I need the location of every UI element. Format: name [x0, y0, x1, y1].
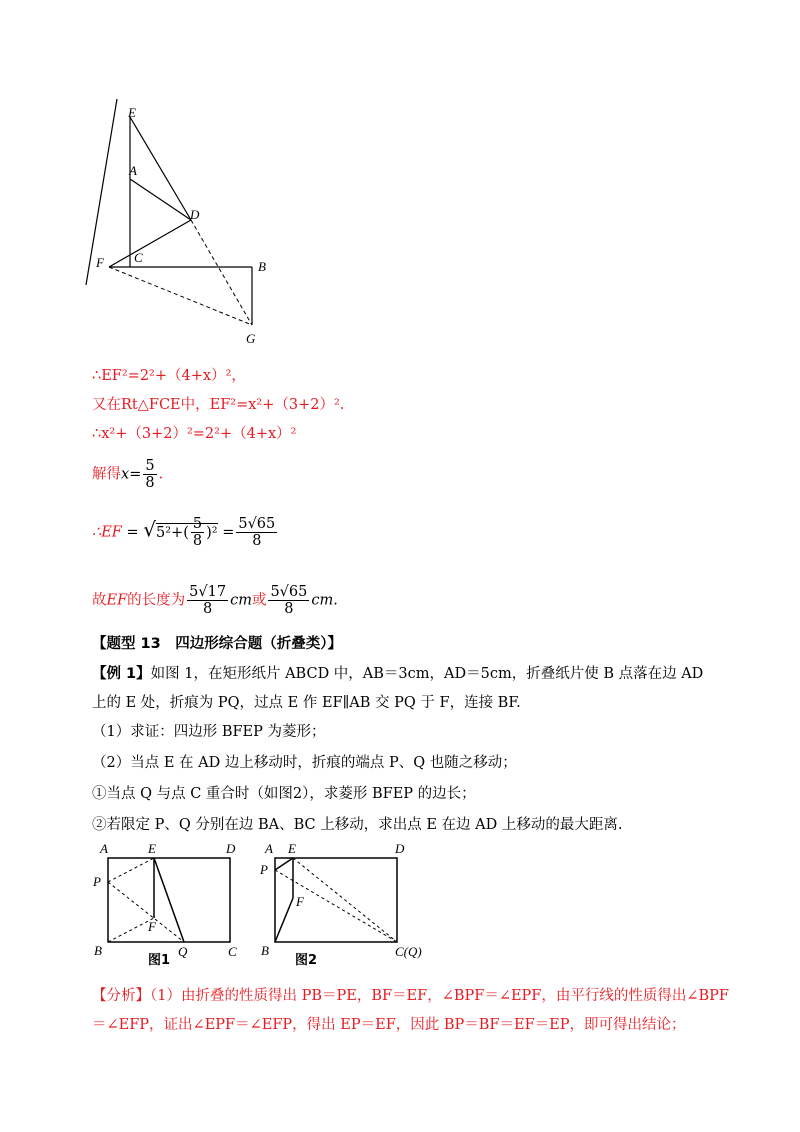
question-1: （1）求证：四边形 BFEP 为菱形； [92, 724, 326, 740]
ef-eq: = [126, 524, 139, 541]
ef-result-den: 8 [252, 533, 262, 549]
label-F: F [96, 255, 104, 270]
fig2-label-A: A [265, 841, 273, 856]
segment-ED [130, 117, 191, 220]
fig1-label-C: C [228, 944, 237, 959]
sqrt-sign-icon: √ [143, 517, 156, 542]
ef-prefix: ∴EF [92, 524, 122, 541]
answer-var: EF [106, 592, 128, 609]
analysis-text: （1）由折叠的性质得出 PB＝PE，BF＝EF，∠BPF＝∠EPF，由平行线的性质得出∠BPF＝∠EFP，证出∠EPF＝∠EFP，得出 EP＝EF，因此 BP＝BF＝EF＝EP，即可得出结论； [92, 988, 729, 1033]
fig1-label-Q: Q [178, 944, 188, 959]
answer-line [92, 584, 338, 617]
solve-var: x [121, 466, 130, 483]
fig2-label-D: D [395, 841, 405, 856]
fig2-label-CQ: C(Q) [395, 944, 422, 959]
solve-eq: = [129, 466, 142, 483]
fig1-label-D: D [226, 841, 236, 856]
ef-radicand-b: )² [206, 524, 218, 541]
question-2-2: ②若限定 P、Q 分别在边 BA、BC 上移动，求出点 E 在边 AD 上移动的最大距离. [92, 817, 623, 833]
fig2-label-E: E [288, 841, 296, 856]
fig1-label-B: B [94, 943, 102, 958]
ef-calc-line [92, 516, 279, 549]
fig1-label-A: A [100, 841, 108, 856]
answer-den1: 8 [203, 601, 213, 617]
label-G: G [246, 331, 256, 346]
dashed-DG [191, 220, 252, 325]
ef-result-eq: = [222, 524, 235, 541]
dashed-PE [108, 858, 154, 882]
fig2-label-F: F [296, 894, 304, 909]
solve-den: 8 [145, 475, 155, 491]
segment-AD [130, 179, 191, 220]
solution-line-1: ∴EF²=2²+（4+x）²， [92, 368, 246, 384]
answer-prefix: 故 [92, 592, 107, 609]
example-tag: 【例 1】 [92, 666, 151, 682]
solve-x-line [92, 458, 163, 491]
top-geometry-figure [80, 95, 280, 355]
ef-radicand-a: 5²+( [156, 524, 189, 541]
dashed-FG [109, 267, 252, 325]
example-text-1: 如图 1，在矩形纸片 ABCD 中，AB＝3cm，AD＝5cm，折叠纸片使 B 点落在边 AD 上的 E 处，折痕为 PQ，过点 E 作 EF∥AB 交 PQ 于 F，连接 BF. [92, 666, 704, 711]
label-E: E [128, 105, 136, 120]
fig2-caption: 图2 [295, 953, 318, 968]
answer-den2: 8 [284, 601, 294, 617]
answer-num2: 5√65 [270, 584, 308, 600]
segment-PE [275, 858, 293, 870]
solve-prefix: 解得 [92, 466, 121, 483]
solve-end: . [158, 466, 164, 483]
figure-2 [255, 838, 435, 978]
answer-unit2: cm. [311, 592, 338, 609]
segment-BF [275, 898, 293, 942]
label-A: A [129, 163, 137, 178]
ef-radicand [156, 516, 218, 549]
fig1-label-P: P [93, 874, 101, 889]
ef-result-num: 5√65 [238, 516, 276, 532]
section-heading: 【题型 13 四边形综合题（折叠类）】 [92, 636, 342, 652]
fig1-label-E: E [148, 841, 156, 856]
question-2-1: ①当点 Q 与点 C 重合时（如图2），求菱形 BFEP 的边长； [92, 786, 476, 802]
analysis-paragraph [92, 982, 732, 1040]
segment-FD [109, 220, 191, 267]
fig1-label-F: F [148, 919, 156, 934]
ef-frac-den: 8 [192, 533, 203, 549]
label-D: D [190, 207, 200, 222]
figure-1 [88, 838, 248, 978]
label-B: B [258, 259, 266, 274]
answer-unit1: cm [230, 592, 252, 609]
fig1-caption: 图1 [148, 953, 171, 968]
answer-num1: 5√17 [189, 584, 227, 600]
analysis-tag: 【分析】 [92, 988, 150, 1004]
answer-or: 或 [251, 592, 267, 609]
fig2-label-B: B [261, 943, 269, 958]
fig2-label-P: P [260, 862, 268, 877]
segment-EQ [154, 858, 184, 942]
solution-line-2: 又在Rt△FCE中，EF²=x²+（3+2）². [92, 397, 345, 413]
ef-frac-num: 5 [192, 516, 203, 532]
label-C: C [134, 250, 143, 265]
dashed-EC [293, 858, 397, 942]
solve-num: 5 [145, 458, 155, 474]
solution-line-3: ∴x²+（3+2）²=2²+（4+x）² [92, 426, 297, 442]
example-paragraph [92, 660, 722, 718]
answer-mid: 的长度为 [127, 592, 186, 609]
question-2: （2）当点 E 在 AD 边上移动时，折痕的端点 P、Q 也随之移动； [92, 755, 517, 771]
